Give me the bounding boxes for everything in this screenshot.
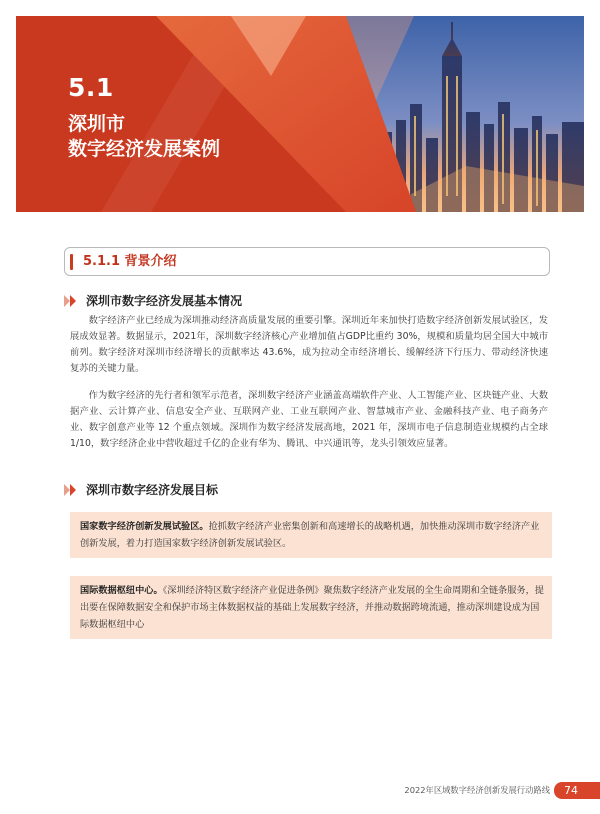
hero-banner bbox=[16, 16, 584, 212]
paragraph-2: 作为数字经济的先行者和领军示范者，深圳数字经济产业涵盖高端软件产业、人工智能产业、区块链产业、大数据产业、云计算产业、信息安全产业、互联网产业、工业互联网产业、智慧城市产业、金融科技产业、电子商务产业、数字创意产业等 12 个重点领域。深圳作为数字经济发展高地，2021 年，深圳市电子信息制造业规模约占全球 1/10，数字经济企业中营收超过千亿的企业有华为、腾讯、中兴通讯等，龙头引领效应显著。 bbox=[70, 390, 548, 449]
section-heading-bar bbox=[70, 254, 73, 270]
highlight-box-1-title: 国家数字经济创新发展试验区。 bbox=[80, 521, 209, 532]
paragraph-1: 数字经济产业已经成为深圳推动经济高质量发展的重要引擎。深圳近年来加快打造数字经济创新发展试验区，发展成效显著。数据显示，2021年，深圳数字经济核心产业增加值占GDP比重约 30%，规模和质量均居全国大中城市前列。数字经济对深圳市经济增长的贡献率达 43.6%，成为拉动全市经济增长、缓解经济下行压力、带动经济快速复苏的关键力量。 bbox=[70, 315, 548, 374]
highlight-box-2-title: 国际数据枢纽中心。 bbox=[80, 585, 163, 596]
hero-section-number: 5.1 bbox=[68, 73, 114, 102]
hero-title-line1: 深圳市 bbox=[68, 113, 126, 135]
chevron-double-right-icon bbox=[64, 295, 80, 307]
highlight-box-1-text: 抢抓数字经济产业密集创新和高速增长的战略机遇，加快推动深圳市数字经济产业创新发展，着力打造国家数字经济创新发展试验区。 bbox=[80, 521, 540, 549]
page-number-tab bbox=[554, 782, 600, 799]
highlight-box-2 bbox=[70, 576, 552, 639]
chevron-double-right-icon bbox=[64, 484, 80, 496]
highlight-box-1 bbox=[70, 512, 552, 558]
hero-title-line2: 数字经济发展案例 bbox=[68, 138, 221, 160]
section-heading: 5.1.1 背景介绍 bbox=[83, 254, 177, 269]
highlight-box-2-text: 《深圳经济特区数字经济产业促进条例》聚焦数字经济产业发展的全生命周期和全链条服务，提出要在保障数据安全和保护市场主体数据权益的基础上发展数字经济，并推动数据跨境流通，推动深圳建设成为国际数据枢纽中心 bbox=[80, 585, 544, 630]
section-heading-box bbox=[64, 247, 550, 276]
subsection-title-1: 深圳市数字经济发展基本情况 bbox=[86, 294, 243, 308]
hero-text-block bbox=[68, 72, 220, 162]
subsection-title-2: 深圳市数字经济发展目标 bbox=[86, 483, 219, 497]
footer-document-title: 2022年区域数字经济创新发展行动路线 bbox=[404, 785, 550, 795]
page-number: 74 bbox=[564, 784, 578, 797]
